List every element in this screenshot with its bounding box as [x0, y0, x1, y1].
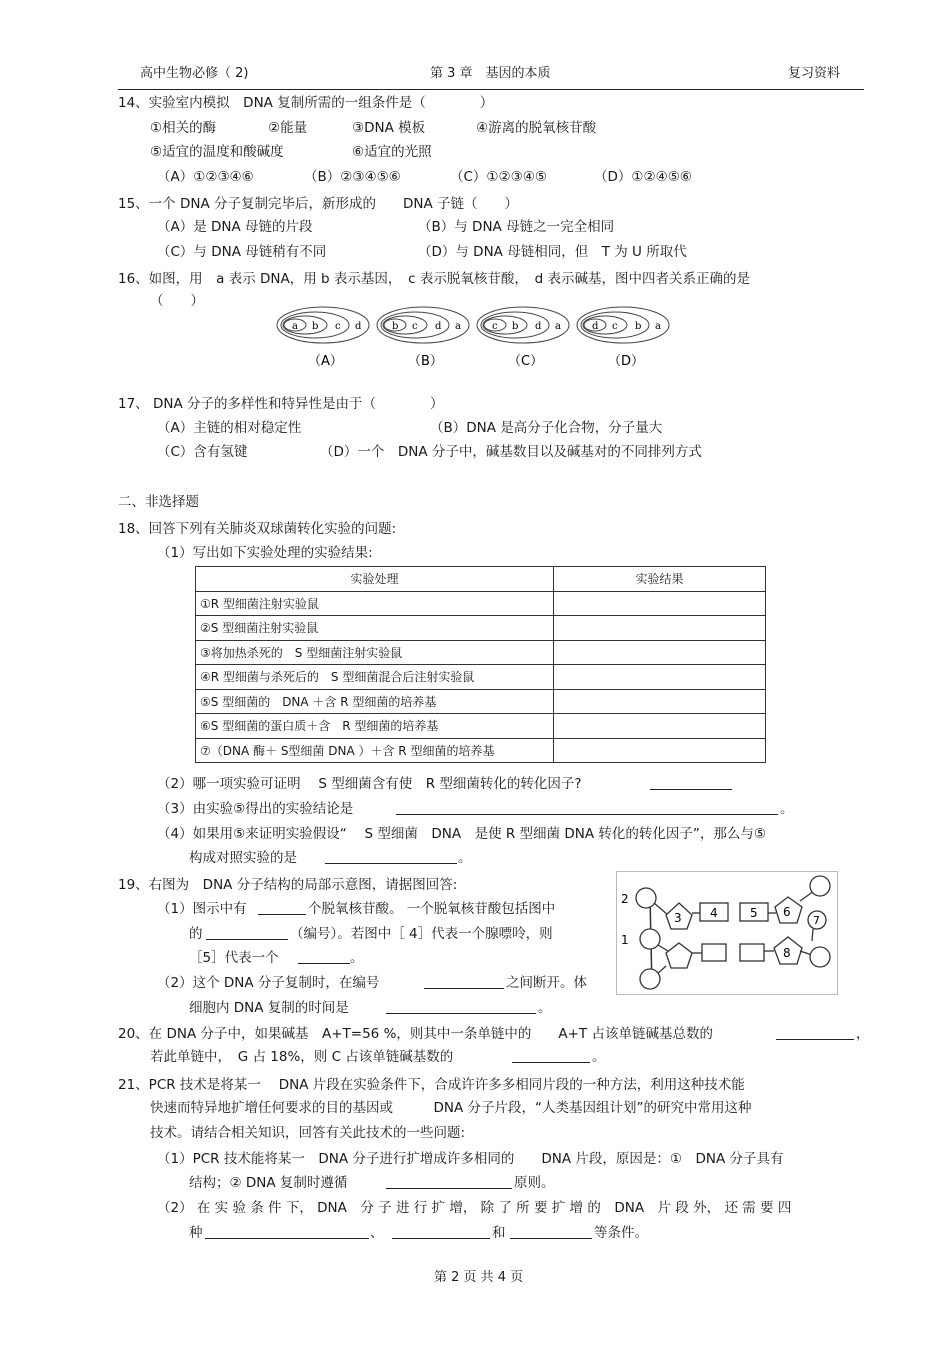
q21-condition-blank-3[interactable] — [510, 1224, 592, 1239]
result-cell[interactable] — [554, 640, 766, 665]
q16-a-letter-3: c — [335, 321, 341, 332]
q19-line2-a: 的 — [189, 926, 203, 942]
q21-line5-a: 结构；② DNA 复制时遵循 — [189, 1175, 348, 1191]
q20-comma: ， — [856, 1026, 870, 1042]
table-row — [196, 714, 766, 739]
label-7: 7 — [813, 914, 820, 927]
result-cell[interactable] — [554, 591, 766, 616]
q15-choice-d: （D）与 DNA 母链相同，但 T 为 U 所取代 — [418, 244, 687, 260]
header-rule — [118, 89, 864, 90]
q16-figure-c — [477, 307, 569, 369]
q19-line1-a: （1）图示中有 — [157, 901, 247, 917]
phosphate-circle — [640, 929, 660, 949]
deoxyribose-1 — [666, 943, 692, 968]
header-left: 高中生物必修（ 2) — [140, 66, 249, 81]
table-header-row — [196, 567, 766, 592]
q18-sub4-blank[interactable] — [325, 849, 457, 864]
table-row — [196, 640, 766, 665]
q16-a-letter-1: a — [292, 321, 298, 332]
q20-blank-2[interactable] — [512, 1048, 590, 1063]
q19-line4-a: （2）这个 DNA 分子复制时，在编号 — [157, 975, 380, 991]
q16-c-letter-1: c — [492, 321, 498, 332]
q16-a-letter-2: b — [312, 321, 319, 332]
label-2: 2 — [621, 892, 629, 906]
q14-choice-c: （C）①②③④⑤ — [450, 169, 547, 185]
table-header-result: 实验结果 — [554, 567, 766, 592]
q19-line4-b: 之间断开。体 — [506, 975, 587, 991]
q17-choice-b: （B）DNA 是高分子化合物，分子量大 — [430, 420, 663, 436]
q16-c-letter-2: b — [512, 321, 519, 332]
q16-a-letter-4: d — [355, 321, 362, 332]
q14-choice-a: （A）①②③④⑥ — [157, 169, 254, 185]
q16-b-letter-4: a — [455, 321, 461, 332]
q18-sub4-line1: （4）如果用⑤来证明实验假设“ S 型细菌 DNA 是使 R 型细菌 DNA 转化的转化因子”，那么与⑤ — [157, 826, 766, 842]
q16-stem: 16、如图，用 a 表示 DNA，用 b 表示基因， c 表示脱氧核苷酸， d 表示碱基，图中四者关系正确的是 — [118, 271, 750, 287]
q20-line2: 若此单链中， G 占 18%，则 C 占该单链碱基数的 — [150, 1049, 454, 1065]
q15-choice-a: （A）是 DNA 母链的片段 — [157, 219, 313, 235]
result-cell[interactable] — [554, 665, 766, 690]
header-right: 复习资料 — [788, 66, 841, 81]
q14-item-5: ⑤适宜的温度和酸碱度 — [150, 144, 284, 160]
q18-sub3: （3）由实验⑤得出的实验结论是 — [157, 801, 354, 817]
treatment-cell: ③将加热杀死的 S 型细菌注射实验鼠 — [196, 640, 554, 665]
table-header-treatment: 实验处理 — [196, 567, 554, 592]
table-row — [196, 616, 766, 641]
q18-sub1: （1）写出如下实验处理的实验结果: — [157, 545, 373, 561]
q20-blank-1[interactable] — [776, 1025, 854, 1040]
phosphate-circle — [810, 947, 830, 967]
q15-choice-b: （B）与 DNA 母链之一完全相同 — [418, 219, 615, 235]
experiment-table — [195, 566, 766, 763]
q19-line1-b: 个脱氧核苷酸。 一个脱氧核苷酸包括图中 — [308, 901, 556, 917]
q16-d-letter-4: a — [655, 321, 661, 332]
q18-sub3-blank[interactable] — [396, 800, 778, 815]
q16-a-caption: （A） — [308, 354, 343, 369]
label-5: 5 — [750, 906, 758, 920]
q18-sub3-period: 。 — [780, 801, 794, 817]
q21-condition-blank-1[interactable] — [205, 1224, 369, 1239]
base-pair — [740, 944, 764, 961]
label-1: 1 — [621, 933, 629, 947]
table-row — [196, 665, 766, 690]
q18-sub2: （2）哪一项实验可证明 S 型细菌含有使 R 型细菌转化的转化因子? — [157, 776, 582, 792]
treatment-cell: ⑥S 型细菌的蛋白质＋含 R 型细菌的培养基 — [196, 714, 554, 739]
q14-choice-b: （B）②③④⑤⑥ — [304, 169, 401, 185]
q19-time-blank[interactable] — [386, 999, 536, 1014]
q15-stem: 15、一个 DNA 分子复制完毕后，新形成的 DNA 子链（ ） — [118, 196, 519, 212]
q16-figure — [275, 303, 671, 373]
q16-c-letter-3: d — [535, 321, 542, 332]
q21-line3: 技术。请结合相关知识，回答有关此技术的一些问题: — [150, 1125, 466, 1141]
phosphate-circle — [640, 969, 660, 989]
label-6: 6 — [783, 905, 791, 919]
section-title: 二、非选择题 — [118, 494, 199, 510]
result-cell[interactable] — [554, 738, 766, 763]
treatment-cell: ①R 型细菌注射实验鼠 — [196, 591, 554, 616]
q17-choice-c: （C）含有氢键 — [157, 444, 248, 460]
q16-c-letter-4: a — [555, 321, 561, 332]
q16-figure-a — [277, 307, 369, 369]
q19-line3-period: 。 — [350, 950, 364, 966]
q21-line7-c: 和 — [492, 1225, 506, 1241]
label-8: 8 — [783, 946, 791, 960]
q16-d-caption: （D） — [608, 354, 645, 369]
q21-condition-blank-2[interactable] — [392, 1224, 490, 1239]
result-cell[interactable] — [554, 714, 766, 739]
q16-b-caption: （B） — [408, 354, 443, 369]
table-row — [196, 689, 766, 714]
q19-line2-b: （编号）。若图中［ 4］代表一个腺嘌呤，则 — [290, 926, 553, 942]
table-row — [196, 591, 766, 616]
q18-sub2-blank[interactable] — [650, 775, 732, 790]
result-cell[interactable] — [554, 689, 766, 714]
q16-c-caption: （C） — [508, 354, 544, 369]
dna-structure-figure — [616, 871, 838, 995]
treatment-cell: ②S 型细菌注射实验鼠 — [196, 616, 554, 641]
label-4: 4 — [710, 906, 718, 920]
q16-b-letter-3: d — [435, 321, 442, 332]
q21-line7-a: 种 — [189, 1225, 203, 1241]
treatment-cell: ④R 型细菌与杀死后的 S 型细菌混合后注射实验鼠 — [196, 665, 554, 690]
q16-figure-d — [577, 307, 669, 369]
q18-sub4-line2: 构成对照实验的是 — [189, 850, 297, 866]
q19-base-blank[interactable] — [298, 949, 350, 964]
table-row — [196, 738, 766, 763]
q14-item-6: ⑥适宜的光照 — [352, 144, 432, 160]
base-1 — [702, 944, 726, 961]
q17-stem: 17、 DNA 分子的多样性和特异性是由于（ ） — [118, 396, 444, 412]
q14-stem: 14、实验室内模拟 DNA 复制所需的一组条件是（ ） — [118, 95, 494, 111]
q21-line7-b: 、 — [370, 1225, 384, 1241]
q16-b-letter-2: c — [412, 321, 418, 332]
treatment-cell: ⑦（DNA 酶＋ S型细菌 DNA ）＋含 R 型细菌的培养基 — [196, 738, 554, 763]
page-footer: 第 2 页 共 4 页 — [434, 1270, 524, 1285]
q21-line5-b: 原则。 — [514, 1175, 555, 1191]
phosphate-circle — [810, 876, 830, 896]
result-cell[interactable] — [554, 616, 766, 641]
q14-choice-d: （D）①②④⑤⑥ — [594, 169, 692, 185]
q19-count-blank[interactable] — [258, 900, 306, 915]
q18-stem: 18、回答下列有关肺炎双球菌转化实验的问题: — [118, 521, 397, 537]
q21-line6: （2） 在 实 验 条 件 下， DNA 分 子 进 行 扩 增， 除 了 所 要 扩 增 的 DNA 片 段 外， 还 需 要 四 — [157, 1200, 792, 1216]
header-center: 第 3 章 基因的本质 — [430, 66, 551, 81]
q21-line1: 21、PCR 技术是将某一 DNA 片段在实验条件下，合成许许多多相同片段的一种方法，利用这种技术能 — [118, 1077, 745, 1093]
q19-break-blank[interactable] — [424, 974, 504, 989]
q19-line5-period: 。 — [538, 1000, 552, 1016]
q16-d-letter-2: c — [612, 321, 618, 332]
treatment-cell: ⑤S 型细菌的 DNA ＋含 R 型细菌的培养基 — [196, 689, 554, 714]
q16-figure-b — [377, 307, 469, 369]
q19-line5-a: 细胞内 DNA 复制的时间是 — [189, 1000, 349, 1016]
q19-line3-a: ［5］代表一个 — [189, 950, 279, 966]
label-3: 3 — [674, 911, 682, 925]
q19-stem: 19、右图为 DNA 分子结构的局部示意图，请据图回答: — [118, 877, 458, 893]
q21-line4: （1）PCR 技术能将某一 DNA 分子进行扩增成许多相同的 DNA 片段，原因是：① DNA 分子具有 — [157, 1151, 784, 1167]
q17-choice-d: （D）一个 DNA 分子中，碱基数目以及碱基对的不同排列方式 — [320, 444, 702, 460]
q15-choice-c: （C）与 DNA 母链稍有不同 — [157, 244, 327, 260]
q14-item-2: ②能量 — [268, 120, 308, 136]
q21-line7-d: 等条件。 — [594, 1225, 648, 1241]
phosphate-circle — [636, 888, 656, 908]
q18-sub4-period: 。 — [458, 850, 472, 866]
q14-item-3: ③DNA 模板 — [352, 120, 426, 136]
q20-line1: 20、在 DNA 分子中，如果碱基 A+T=56 %，则其中一条单链中的 A+T 占该单链碱基总数的 — [118, 1026, 713, 1042]
q16-b-letter-1: b — [392, 321, 399, 332]
q19-number-blank[interactable] — [206, 925, 288, 940]
q14-item-1: ①相关的酶 — [150, 120, 217, 136]
q21-line2: 快速而特异地扩增任何要求的目的基因或 DNA 分子片段，“人类基因组计划”的研究中常用这种 — [150, 1100, 752, 1116]
q17-choice-a: （A）主链的相对稳定性 — [157, 420, 302, 436]
q16-paren: （ ） — [150, 293, 204, 309]
q21-principle-blank[interactable] — [386, 1174, 512, 1189]
q14-item-4: ④游离的脱氧核苷酸 — [476, 120, 597, 136]
q16-d-letter-3: b — [635, 321, 642, 332]
q20-period: 。 — [592, 1049, 606, 1065]
q16-d-letter-1: d — [592, 321, 599, 332]
